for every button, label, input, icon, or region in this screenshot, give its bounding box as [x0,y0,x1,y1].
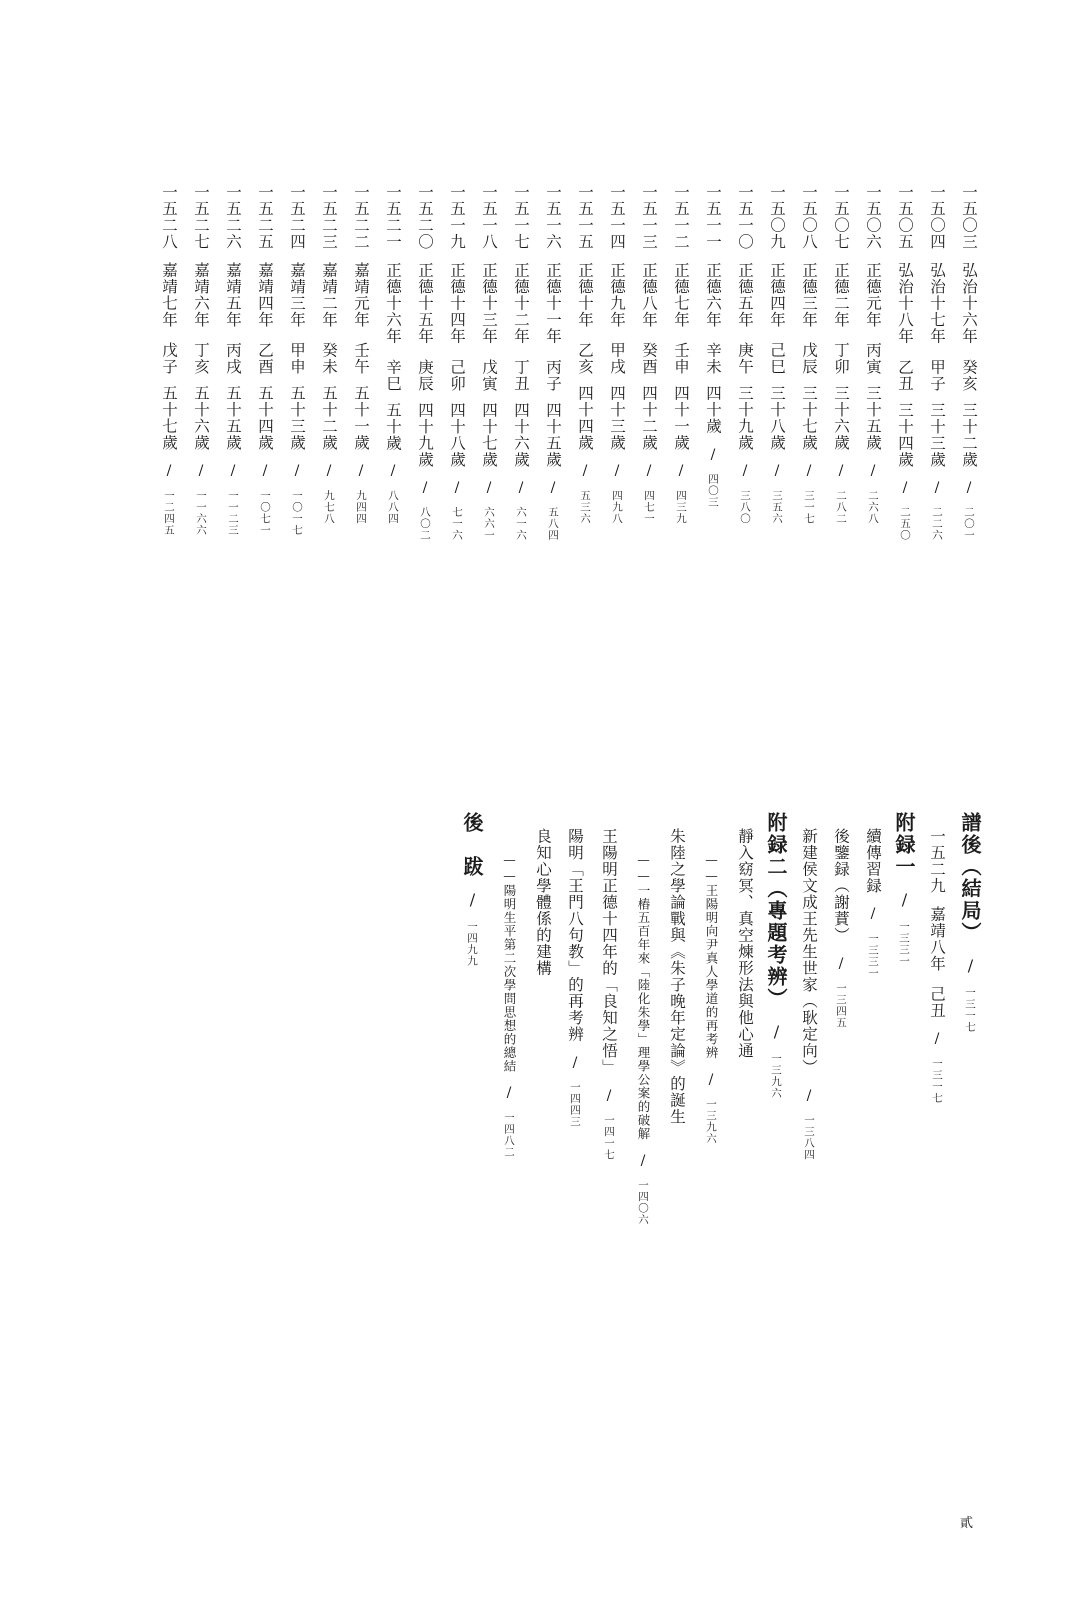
separator-slash: / [865,463,881,480]
timeline-ganzhi: 庚午 [736,342,754,375]
timeline-age: 三十九歲 [736,385,754,451]
separator-slash: / [601,1087,617,1105]
timeline-age: 四十一歲 [672,385,690,451]
toc-item-page: 一四四三 [569,1081,581,1128]
separator-slash: / [501,1085,517,1102]
timeline-year: 一五〇四 [928,184,946,250]
separator-slash: / [737,463,753,480]
entry-era: 嘉靖八年 [928,906,946,972]
toc-item [535,828,551,977]
timeline-year: 一五〇三 [960,184,978,250]
epilogue-page: 一三一七 [964,987,976,1033]
separator-slash: / [609,463,625,480]
timeline-year: 一五一〇 [736,184,754,250]
separator-slash: / [449,479,465,497]
timeline-era: 正德十五年 [416,262,434,345]
timeline-era: 正德八年 [640,262,658,328]
timeline-age: 三十七歲 [800,385,818,451]
timeline-page: 八〇二 [419,506,431,541]
separator-slash: / [897,479,913,497]
separator-slash: / [929,1031,945,1048]
timeline-era: 正德十年 [576,262,594,328]
timeline-page: 一〇七一 [259,490,271,536]
timeline-page: 一〇一七 [291,490,303,536]
timeline-ganzhi: 辛巳 [384,358,402,392]
timeline-year: 一五〇六 [864,184,882,250]
timeline-era: 正德十一年 [544,262,562,345]
timeline-age: 四十三歲 [608,385,626,451]
timeline-row [161,184,177,536]
toc-subtitle [502,852,516,1158]
timeline-page: 二六八 [867,490,879,525]
separator-slash: / [801,1087,817,1105]
timeline-age: 四十六歲 [512,401,530,468]
toc-item [833,828,849,1029]
toc-item [801,828,817,1161]
epilogue-entry [929,828,945,1104]
separator-slash: / [895,890,914,911]
toc-item-text: 朱陸之學論戰與《朱子晚年定論》的誕生 [668,828,686,1125]
timeline-era: 弘治十八年 [896,262,914,345]
timeline-row [321,184,337,525]
timeline-ganzhi: 丙寅 [864,342,882,375]
toc-subtitle [704,852,718,1145]
timeline-year: 一五二七 [192,184,210,250]
separator-slash: / [225,463,241,480]
timeline-row [513,184,529,541]
timeline-age: 三十八歲 [768,385,786,451]
timeline-row [961,184,977,541]
toc-item-page: 一四八二 [503,1112,515,1158]
separator-slash: / [353,463,369,480]
timeline-era: 正德五年 [736,262,754,328]
timeline-row [897,184,913,541]
timeline-year: 一五一三 [640,184,658,250]
timeline-row [705,184,721,508]
timeline-year: 一五二〇 [416,184,434,250]
timeline-page: 一一二三 [227,490,239,536]
timeline-row [417,184,433,541]
timeline-age: 五十五歲 [224,385,242,451]
toc-item [601,828,617,1161]
timeline-age: 四十二歲 [640,385,658,451]
separator-slash: / [767,1022,786,1043]
timeline-era: 正德十六年 [384,262,402,345]
timeline-year: 一五〇七 [832,184,850,250]
timeline-page: 六六一 [483,506,495,541]
toc-item-text: 王陽明正德十四年的「良知之悟」 [600,828,618,1076]
separator-slash: / [961,956,980,977]
afterword-page: 一四九九 [466,921,478,967]
entry-year: 一五二九 [928,828,946,894]
timeline-year: 一五〇五 [896,184,914,250]
timeline-page: 三一七 [803,490,815,525]
separator-slash: / [545,479,561,497]
page-folio: 貳 [959,1516,974,1531]
timeline-ganzhi: 丁卯 [832,342,850,375]
timeline-row [833,184,849,525]
appendix2-page: 一三九六 [770,1053,782,1099]
timeline-ganzhi: 丁丑 [512,358,530,392]
timeline-page: 五八四 [547,506,559,541]
appendix2-heading [766,812,786,1099]
timeline-age: 四十四歲 [576,385,594,451]
timeline-page: 三八〇 [739,490,751,525]
timeline-ganzhi: 癸亥 [960,358,978,392]
timeline-page: 九七八 [323,490,335,525]
epilogue-heading [960,812,980,1033]
timeline-era: 正德二年 [832,262,850,328]
separator-slash: / [193,463,209,480]
timeline-era: 正德七年 [672,262,690,328]
timeline-page: 九四四 [355,490,367,525]
timeline-era: 嘉靖五年 [224,262,242,328]
timeline-year: 一五二五 [256,184,274,250]
timeline-era: 嘉靖四年 [256,262,274,328]
toc-item [737,828,753,1059]
separator-slash: / [385,463,401,480]
timeline-ganzhi: 甲申 [288,342,306,375]
toc-item-text: ——一樁五百年來「陸化朱學」理學公案的破解 [636,852,651,1141]
timeline-year: 一五二三 [320,184,338,250]
timeline-ganzhi: 癸未 [320,342,338,375]
timeline-page: 一二四五 [163,490,175,536]
entry-ganzhi: 己丑 [928,986,946,1019]
timeline-age: 五十三歲 [288,385,306,451]
timeline-era: 正德元年 [864,262,882,328]
timeline-era: 弘治十七年 [928,262,946,345]
timeline-page: 五三六 [579,490,591,525]
timeline-ganzhi: 甲子 [928,358,946,392]
toc-item-page: 一三九六 [705,1098,717,1145]
timeline-age: 四十八歲 [448,401,466,468]
separator-slash: / [321,463,337,480]
toc-item [567,828,583,1128]
timeline-page: 二五〇 [899,506,911,541]
timeline-year: 一五〇九 [768,184,786,250]
separator-slash: / [705,446,721,464]
toc-item [669,828,685,1125]
toc-item-page: 一四一七 [603,1114,615,1161]
separator-slash: / [567,1054,583,1072]
afterword-title: 後 跋 [460,812,484,878]
timeline-ganzhi: 戊寅 [480,358,498,392]
separator-slash: / [961,479,977,497]
timeline-page: 四〇三 [707,473,719,508]
timeline-ganzhi: 戊子 [160,342,178,375]
timeline-ganzhi: 乙丑 [896,358,914,392]
timeline-year: 一五二六 [224,184,242,250]
timeline-row [257,184,273,536]
timeline-era: 正德六年 [704,262,722,328]
separator-slash: / [161,463,177,480]
timeline-page: 四九八 [611,490,623,525]
timeline-age: 四十七歲 [480,401,498,468]
timeline-page: 二二六 [931,506,943,541]
timeline-era: 正德十二年 [512,262,530,345]
timeline-era: 正德十三年 [480,262,498,345]
timeline-year: 一五一一 [704,184,722,250]
separator-slash: / [801,463,817,480]
toc-item-page: 一三四五 [835,982,847,1029]
appendix1-page: 一三三一 [898,921,910,967]
toc-item-text: ——陽明生平第二次學問思想的總結 [502,852,517,1073]
timeline-ganzhi: 辛未 [704,342,722,375]
timeline-ganzhi: 乙酉 [256,342,274,375]
timeline-era: 嘉靖六年 [192,262,210,328]
timeline-era: 嘉靖元年 [352,262,370,328]
timeline-age: 三十四歲 [896,401,914,468]
timeline-ganzhi: 丙戌 [224,342,242,375]
toc-item-text: 後鑒録（謝蕡） [832,828,850,944]
timeline-age: 三十二歲 [960,401,978,468]
timeline-year: 一五一二 [672,184,690,250]
toc-item-page: 一四〇六 [637,1179,649,1226]
timeline-row [353,184,369,525]
timeline-page: 八八四 [387,490,399,525]
timeline-page: 四七一 [643,490,655,525]
separator-slash: / [463,890,482,911]
toc-item-text: 續傳習録 [864,828,882,894]
timeline-ganzhi: 乙亥 [576,342,594,375]
timeline-row [449,184,465,541]
timeline-age: 四十歲 [704,385,722,435]
timeline-ganzhi: 庚辰 [416,358,434,392]
separator-slash: / [929,479,945,497]
toc-item-text: 良知心學體係的建構 [534,828,552,977]
separator-slash: / [417,479,433,497]
timeline-page: 四三九 [675,490,687,525]
separator-slash: / [769,463,785,480]
separator-slash: / [703,1071,719,1089]
timeline-year: 一五二二 [352,184,370,250]
timeline-era: 弘治十六年 [960,262,978,345]
timeline-row [385,184,401,525]
separator-slash: / [673,463,689,480]
timeline-page: 七一六 [451,506,463,541]
timeline-row [673,184,689,525]
timeline-page: 三五六 [771,490,783,525]
separator-slash: / [481,479,497,497]
timeline-age: 五十七歲 [160,385,178,451]
timeline-age: 五十二歲 [320,385,338,451]
toc-item-page: 一三三一 [867,933,879,979]
timeline-age: 五十四歲 [256,385,274,451]
timeline-year: 一五一五 [576,184,594,250]
timeline-page: 一一六六 [195,490,207,536]
timeline-year: 一五一四 [608,184,626,250]
timeline-row [737,184,753,525]
appendix1-heading [894,812,914,967]
toc-item-text: 靜入窈冥、真空煉形法與他心通 [736,828,754,1059]
timeline-row [225,184,241,536]
timeline-row [289,184,305,536]
timeline-age: 四十九歲 [416,401,434,468]
timeline-ganzhi: 甲戌 [608,342,626,375]
separator-slash: / [833,955,849,973]
appendix2-title: 附録二（專題考辨） [764,812,788,1010]
timeline-era: 正德九年 [608,262,626,328]
toc-item [865,828,881,979]
separator-slash: / [641,463,657,480]
toc-item-text: 陽明「王門八句教」的再考辨 [566,828,584,1043]
separator-slash: / [833,463,849,480]
timeline-ganzhi: 己卯 [448,358,466,392]
toc-item-text: 新建侯文成王先生世家（耿定向） [800,828,818,1076]
timeline-page: 二〇一 [963,506,975,541]
timeline-ganzhi: 壬午 [352,342,370,375]
timeline-row [193,184,209,536]
toc-item-page: 一三八四 [803,1114,815,1161]
separator-slash: / [577,463,593,480]
timeline-era: 正德十四年 [448,262,466,345]
timeline-age: 五十六歲 [192,385,210,451]
timeline-year: 一五二四 [288,184,306,250]
timeline-year: 一五一九 [448,184,466,250]
timeline-row [929,184,945,541]
separator-slash: / [635,1152,651,1170]
timeline-ganzhi: 己巳 [768,342,786,375]
timeline-era: 正德三年 [800,262,818,328]
epilogue-title: 譜後（結局） [958,812,982,944]
separator-slash: / [257,463,273,480]
timeline-age: 五十一歲 [352,385,370,451]
timeline-row [545,184,561,541]
toc-item-text: ——王陽明向尹真人學道的再考辨 [704,852,719,1060]
timeline-age: 四十五歲 [544,401,562,468]
entry-page: 一三一七 [931,1058,943,1104]
timeline-row [801,184,817,525]
timeline-age: 三十五歲 [864,385,882,451]
timeline-age: 三十三歲 [928,401,946,468]
timeline-ganzhi: 丙子 [544,358,562,392]
timeline-page: 二八二 [835,490,847,525]
appendix1-title: 附録一 [892,812,916,878]
timeline-row [865,184,881,525]
timeline-ganzhi: 癸酉 [640,342,658,375]
timeline-row [577,184,593,525]
toc-subtitle [636,852,650,1226]
timeline-age: 三十六歲 [832,385,850,451]
timeline-era: 嘉靖三年 [288,262,306,328]
timeline-year: 一五〇八 [800,184,818,250]
timeline-age: 五十歲 [384,401,402,451]
separator-slash: / [865,906,881,923]
timeline-row [641,184,657,525]
separator-slash: / [289,463,305,480]
afterword-heading [462,812,482,967]
timeline-year: 一五一七 [512,184,530,250]
timeline-era: 嘉靖二年 [320,262,338,328]
timeline-year: 一五一八 [480,184,498,250]
timeline-row [769,184,785,525]
timeline-row [609,184,625,525]
timeline-era: 正德四年 [768,262,786,328]
timeline-year: 一五二一 [384,184,402,250]
timeline-page: 六一六 [515,506,527,541]
timeline-ganzhi: 戊辰 [800,342,818,375]
timeline-year: 一五二八 [160,184,178,250]
timeline-ganzhi: 壬申 [672,342,690,375]
timeline-year: 一五一六 [544,184,562,250]
timeline-era: 嘉靖七年 [160,262,178,328]
separator-slash: / [513,479,529,497]
timeline-row [481,184,497,541]
timeline-ganzhi: 丁亥 [192,342,210,375]
